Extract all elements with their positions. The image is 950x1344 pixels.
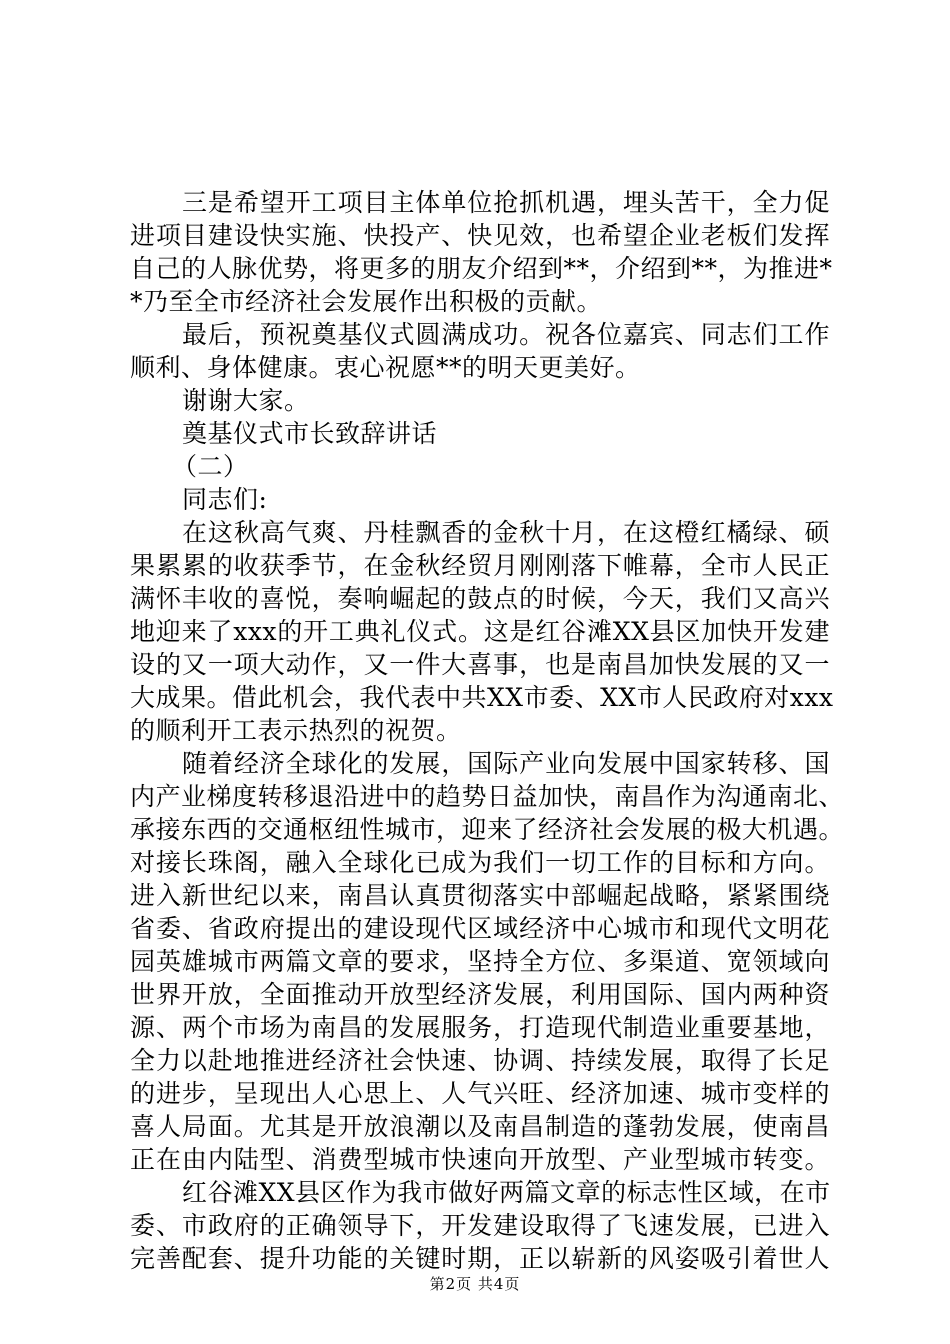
page-number-footer: 第2页 共4页 [429,1275,521,1293]
text-line: 的进步，呈现出人心思上、人气兴旺、经济加速、城市变样的 [130,1079,830,1108]
text-line: 地迎来了xxx的开工典礼仪式。这是红谷滩XX县区加快开发建 [130,617,830,646]
text-line: 红谷滩XX县区作为我市做好两篇文章的标志性区域，在市 [182,1178,831,1207]
text-line: 省委、省政府提出的建设现代区域经济中心城市和现代文明花 [130,914,830,943]
section-subtitle: （二） [172,452,249,481]
text-line: 喜人局面。尤其是开放浪潮以及南昌制造的蓬勃发展，使南昌 [130,1112,830,1141]
text-line: 满怀丰收的喜悦，奏响崛起的鼓点的时候，今天，我们又高兴 [130,584,830,613]
text-line: *乃至全市经济社会发展作出积极的贡献。 [130,287,603,316]
salutation: 同志们: [182,485,268,514]
text-line: 委、市政府的正确领导下，开发建设取得了飞速发展，已进入 [130,1211,830,1240]
text-line: 最后，预祝奠基仪式圆满成功。祝各位嘉宾、同志们工作 [182,320,830,349]
text-line: 设的又一项大动作，又一件大喜事，也是南昌加快发展的又一 [130,650,830,679]
text-line: 源、两个市场为南昌的发展服务，打造现代制造业重要基地， [130,1013,830,1042]
text-line: 三是希望开工项目主体单位抢抓机遇，埋头苦干，全力促 [182,188,830,217]
text-line: 的顺利开工表示热烈的祝贺。 [130,716,462,745]
text-line: 内产业梯度转移退沿进中的趋势日益加快，南昌作为沟通南北、 [130,782,845,811]
text-line: 谢谢大家。 [182,386,310,415]
text-line: 承接东西的交通枢纽性城市，迎来了经济社会发展的极大机遇。 [130,815,845,844]
text-line: 世界开放，全面推动开放型经济发展，利用国际、国内两种资 [130,980,830,1009]
text-line: 自己的人脉优势，将更多的朋友介绍到**，介绍到**，为推进* [130,254,833,283]
text-line: 进项目建设快实施、快投产、快见效，也希望企业老板们发挥 [130,221,830,250]
text-line: 在这秋高气爽、丹桂飘香的金秋十月，在这橙红橘绿、硕 [182,518,830,547]
text-line: 进入新世纪以来，南昌认真贯彻落实中部崛起战略，紧紧围绕 [130,881,830,910]
text-line: 完善配套、提升功能的关键时期，正以崭新的风姿吸引着世人 [130,1244,830,1273]
text-line: 对接长珠阁，融入全球化已成为我们一切工作的目标和方向。 [130,848,830,877]
text-line: 顺利、身体健康。衷心祝愿**的明天更美好。 [130,353,641,382]
text-line: 果累累的收获季节，在金秋经贸月刚刚落下帷幕，全市人民正 [130,551,830,580]
text-line: 园英雄城市两篇文章的要求，坚持全方位、多渠道、宽领域向 [130,947,830,976]
text-line: 全力以赴地推进经济社会快速、协调、持续发展，取得了长足 [130,1046,830,1075]
section-title: 奠基仪式市长致辞讲话 [182,419,438,448]
text-line: 随着经济全球化的发展，国际产业向发展中国家转移、国 [182,749,830,778]
text-line: 正在由内陆型、消费型城市快速向开放型、产业型城市转变。 [130,1145,830,1174]
text-line: 大成果。借此机会，我代表中共XX市委、XX市人民政府对xxx [130,683,834,712]
